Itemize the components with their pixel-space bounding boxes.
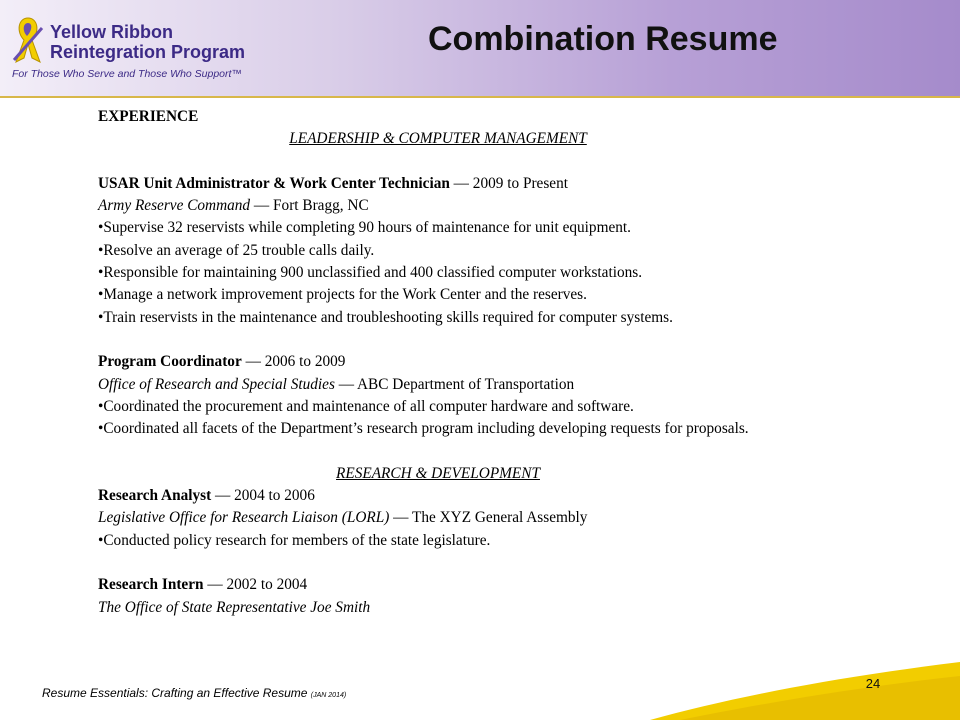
job-title: Research Analyst bbox=[98, 487, 212, 505]
job-entry-header bbox=[98, 351, 778, 373]
job-organization: Office of Research and Special Studies bbox=[98, 375, 335, 393]
yellow-ribbon-logo bbox=[10, 12, 245, 84]
job-title: Research Intern bbox=[98, 576, 204, 594]
bullet-item: •Coordinated all facets of the Department’s research program including developing requests for proposals. bbox=[98, 420, 749, 438]
bullet-item: •Conducted policy research for members of the state legislature. bbox=[98, 531, 491, 549]
job-org-line bbox=[98, 507, 778, 529]
job-title: USAR Unit Administrator & Work Center Technician bbox=[98, 174, 450, 192]
job-entry-header bbox=[98, 485, 778, 507]
resume-content bbox=[98, 106, 778, 619]
section-title: EXPERIENCE bbox=[98, 108, 199, 125]
slide-title: Combination Resume bbox=[428, 20, 778, 58]
bullet-item: •Supervise 32 reservists while completing 90 hours of maintenance for unit equipment. bbox=[98, 219, 631, 237]
job-location: — ABC Department of Transportation bbox=[334, 375, 575, 393]
job-organization: Legislative Office for Research Liaison (LORL) bbox=[98, 509, 390, 527]
bullet-item: •Responsible for maintaining 900 unclassified and 400 classified computer workstations. bbox=[98, 264, 643, 282]
job-title: Program Coordinator bbox=[98, 353, 242, 371]
logo-tagline: For Those Who Serve and Those Who Support™ bbox=[12, 68, 242, 80]
job-location: — The XYZ General Assembly bbox=[389, 509, 588, 527]
bullet-item: •Resolve an average of 25 trouble calls daily. bbox=[98, 241, 375, 259]
page-number: 24 bbox=[865, 676, 881, 691]
bullet-item: •Manage a network improvement projects for the Work Center and the reserves. bbox=[98, 286, 587, 304]
job-org-line bbox=[98, 374, 778, 396]
job-org-line bbox=[98, 195, 778, 217]
job-entry-header bbox=[98, 173, 778, 195]
bullet-item: •Train reservists in the maintenance and troubleshooting skills required for computer systems. bbox=[98, 308, 673, 326]
job-organization: The Office of State Representative Joe Smith bbox=[98, 598, 371, 616]
logo-text-line1: Yellow Ribbon bbox=[50, 22, 174, 42]
footer-gold-wave bbox=[560, 640, 960, 720]
job-location: — Fort Bragg, NC bbox=[250, 197, 369, 215]
logo-text-line2: Reintegration Program bbox=[50, 42, 246, 62]
subsection-leadership: LEADERSHIP & COMPUTER MANAGEMENT bbox=[289, 130, 587, 148]
footer-text bbox=[42, 686, 346, 700]
slide-header bbox=[0, 0, 960, 98]
footer-date: (JAN 2014) bbox=[310, 692, 347, 699]
job-dates: — 2004 to 2006 bbox=[211, 487, 315, 505]
job-org-line bbox=[98, 597, 778, 619]
job-entry-header bbox=[98, 574, 778, 596]
job-dates: — 2002 to 2004 bbox=[203, 576, 308, 594]
ribbon-icon bbox=[12, 14, 52, 66]
job-dates: — 2009 to Present bbox=[449, 174, 568, 192]
job-dates: — 2006 to 2009 bbox=[241, 353, 346, 371]
bullet-item: •Coordinated the procurement and maintenance of all computer hardware and software. bbox=[98, 397, 634, 415]
subsection-research: RESEARCH & DEVELOPMENT bbox=[336, 464, 540, 482]
footer-title: Resume Essentials: Crafting an Effective Resume bbox=[42, 686, 311, 700]
job-organization: Army Reserve Command bbox=[98, 197, 251, 215]
